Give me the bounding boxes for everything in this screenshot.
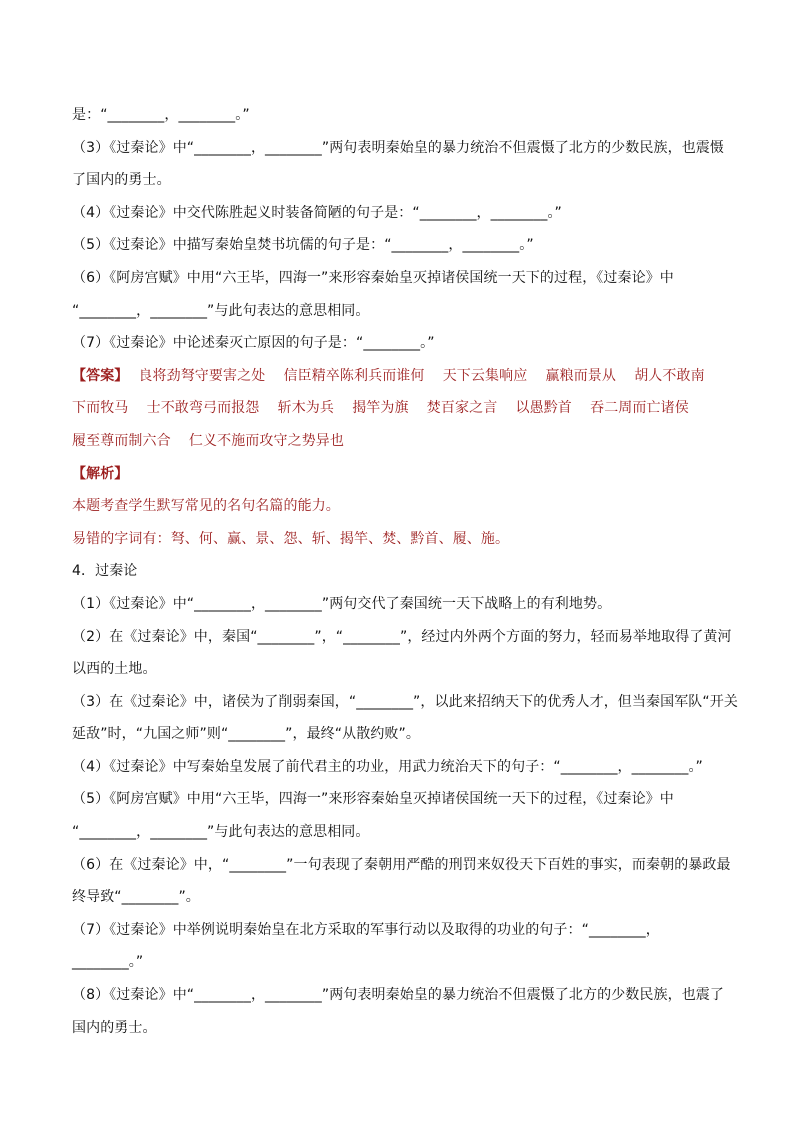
- text-line: 了国内的勇士。: [72, 172, 171, 189]
- text-line: “________，________”与此句表达的意思相同。: [72, 824, 370, 841]
- question-1: （1）《过秦论》中“________，________”两句交代了秦国统一天下战略上的有利地势。: [72, 595, 612, 612]
- answer-line-2: 下而牧马 士不敢弯弓而报怨 斩木为兵 揭竿为旗 焚百家之言 以愚黔首 吞二周而亡诸侯: [72, 400, 689, 417]
- analysis-line-1: 本题考查学生默写常见的名句名篇的能力。: [72, 498, 340, 515]
- text-line: 终导致“________”。: [72, 889, 200, 906]
- answer-text: 良将劲弩守要害之处 信臣精卒陈利兵而谁何 天下云集响应 赢粮而景从 胡人不敢南: [138, 367, 705, 384]
- question-4: （4）《过秦论》中写秦始皇发展了前代君主的功业，用武力统治天下的句子：“________，________。”: [72, 758, 703, 775]
- question-6: （6）在《过秦论》中，“________”一句表现了秦朝用严酷的刑罚来奴役天下百姓的事实，而秦朝的暴政最: [72, 856, 731, 873]
- section-title: 4．过秦论: [72, 563, 138, 580]
- question-4: （4）《过秦论》中交代陈胜起义时装备简陋的句子是：“________，________。”: [72, 204, 562, 221]
- text-line: “________，________”与此句表达的意思相同。: [72, 302, 370, 319]
- document-content: [72, 99, 738, 1044]
- analysis-line-2: 易错的字词有：弩、何、赢、景、怨、斩、揭竿、焚、黔首、履、施。: [72, 530, 510, 547]
- question-5: （5）《过秦论》中描写秦始皇焚书坑儒的句子是：“________，________。”: [72, 237, 534, 254]
- text-line: 延敌”时，“九国之师”则“________”，最终“从散约败”。: [72, 726, 420, 743]
- text-line: 国内的勇士。: [72, 1019, 157, 1036]
- question-7: （7）《过秦论》中论述秦灭亡原因的句子是：“________。”: [72, 335, 435, 352]
- question-8: （8）《过秦论》中“________，________”两句表明秦始皇的暴力统治不但震慑了北方的少数民族，也震了: [72, 987, 725, 1004]
- question-7: （7）《过秦论》中举例说明秦始皇在北方采取的军事行动以及取得的功业的句子：“________，: [72, 921, 660, 938]
- answer-line-3: 履至尊而制六合 仁义不施而攻守之势异也: [72, 432, 344, 449]
- answer-line-1: [72, 360, 724, 393]
- answer-tag: 【答案】: [72, 367, 129, 384]
- question-6: （6）《阿房宫赋》中用“六王毕，四海一”来形容秦始皇灭掉诸侯国统一天下的过程，《过秦论》中: [72, 269, 674, 286]
- question-3: （3）在《过秦论》中，诸侯为了削弱秦国，“________”，以此来招纳天下的优秀人才，但当秦国军队“开关: [72, 693, 738, 710]
- question-5: （5）《阿房宫赋》中用“六王毕，四海一”来形容秦始皇灭掉诸侯国统一天下的过程，《过秦论》中: [72, 791, 674, 808]
- text-line: ________。”: [72, 954, 144, 971]
- text-line: 是：“________，________。”: [72, 107, 250, 123]
- text-line: 以西的土地。: [72, 661, 157, 678]
- question-2: （2）在《过秦论》中，秦国“________”，“________”，经过内外两个方面的努力，轻而易举地取得了黄河: [72, 628, 732, 645]
- question-3: （3）《过秦论》中“________，________”两句表明秦始皇的暴力统治不但震慑了北方的少数民族，也震慑: [72, 139, 725, 156]
- analysis-tag: 【解析】: [72, 465, 129, 482]
